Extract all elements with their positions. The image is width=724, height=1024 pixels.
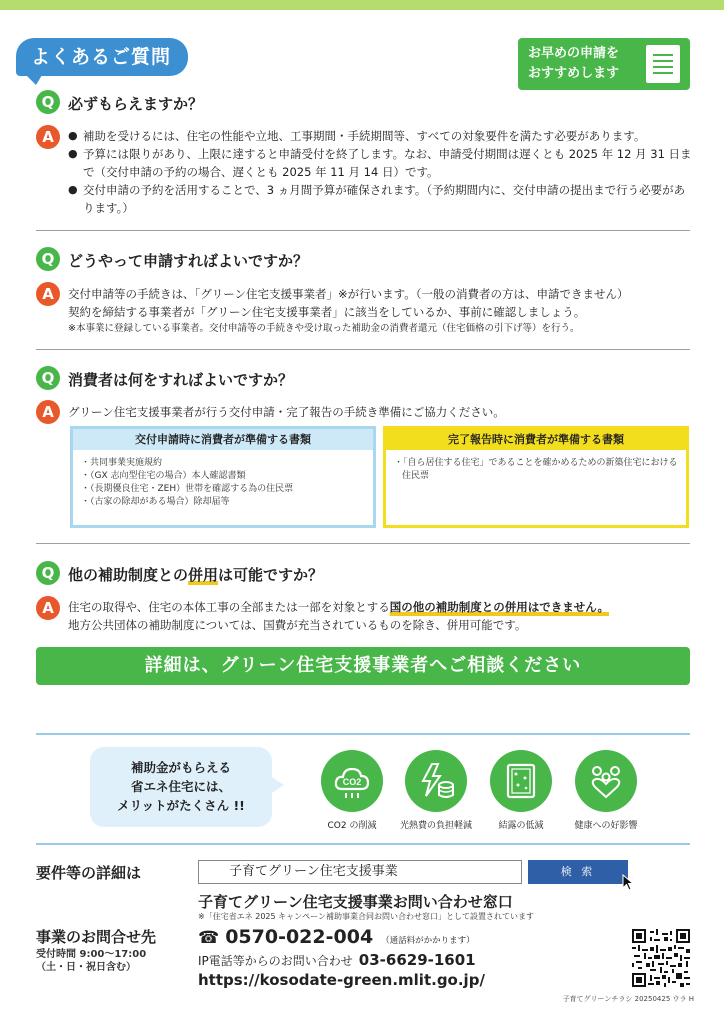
merit-speech-bubble xyxy=(90,747,272,827)
faq-title: よくあるご質問 xyxy=(16,38,188,76)
answer-4-highlight: 国の他の補助制度との併用はできません。 xyxy=(389,600,609,614)
requirements-label: 要件等の詳細は xyxy=(36,864,142,882)
merit-label: 健康への好影響 xyxy=(574,821,638,831)
phone-icon: ☎ xyxy=(198,928,220,948)
bubble-line-1: 補助金がもらえる xyxy=(130,760,231,775)
document-icon xyxy=(646,45,680,83)
website-link[interactable]: https://kosodate-green.mlit.go.jp/ xyxy=(198,971,485,989)
early-application-box xyxy=(518,38,690,90)
answer-2-line-2: 契約を締結する事業者が「グリーン住宅支援事業者」に該当をしているか、事前に確認しましょう。 xyxy=(68,305,586,319)
question-4-pre: 他の補助制度との xyxy=(68,566,189,584)
answer-1-bullet-2: ● 予算には限りがあり、上限に達すると申請受付を終了します。なお、申請受付期間は遅くとも 2025 年 12 月 31 日まで（交付申請の予約の場合、遅くとも 2025 年 11 月 14 日）です。 xyxy=(68,145,692,181)
phone-note: （通話料がかかります） xyxy=(381,936,475,946)
family-heart-icon xyxy=(575,750,637,812)
apply-documents-list xyxy=(73,450,373,509)
answer-1-bullet-3: ● 交付申請の予約を活用することで、3 ヵ月間予算が確保されます。（予約期間内に、交付申請の提出まで行う必要があります。） xyxy=(68,181,692,217)
qr-code[interactable] xyxy=(632,929,690,987)
apply-documents-box xyxy=(70,426,376,528)
hours-line-2: （土・日・祝日含む） xyxy=(36,962,136,973)
top-accent-bar xyxy=(0,0,724,10)
ip-phone-number[interactable]: 03-6629-1601 xyxy=(358,951,476,969)
early-line-2: おすすめします xyxy=(528,66,620,81)
apply-documents-title: 交付申請時に消費者が準備する書類 xyxy=(73,429,373,450)
contact-center-note: ※「住宅省エネ 2025 キャンペーン補助事業合同お問い合わせ窓口」として設置されています xyxy=(198,912,534,921)
list-item: ・「自ら居住する住宅」であることを確かめるための新築住宅における住民票 xyxy=(394,458,678,481)
merit-label: 結露の低減 xyxy=(498,821,544,831)
q-badge: Q xyxy=(36,90,60,114)
q-badge: Q xyxy=(36,366,60,390)
question-4-highlight: 併用 xyxy=(188,566,219,584)
list-item: ・（古家の除却がある場合）除却届等 xyxy=(81,497,230,507)
merit-energy xyxy=(399,750,472,831)
answer-2-line-1: 交付申請等の手続きは、「グリーン住宅支援事業者」※が行います。（一般の消費者の方は、申請できません） xyxy=(68,287,629,301)
q-badge: Q xyxy=(36,247,60,271)
search-input[interactable]: 子育てグリーン住宅支援事業 xyxy=(198,860,522,884)
reception-hours xyxy=(36,948,146,974)
question-4 xyxy=(68,564,323,585)
list-item: ・（GX 志向型住宅の場合）本人確認書類 xyxy=(81,471,246,481)
complete-documents-list xyxy=(386,450,686,483)
phone-number[interactable]: 0570-022-004 xyxy=(225,926,374,948)
bubble-line-2: 省エネ住宅には、 xyxy=(130,779,231,794)
answer-2 xyxy=(68,285,692,337)
answer-1-bullet-1: ● 補助を受けるには、住宅の性能や立地、工事期間・手続期間等、すべての対象要件を満たす必要があります。 xyxy=(68,127,692,145)
merit-health xyxy=(574,750,638,831)
list-item: ・共同事業実施規約 xyxy=(81,458,163,468)
a-badge: A xyxy=(36,282,60,306)
question-3: 消費者は何をすればよいですか？ xyxy=(68,371,294,389)
contact-center-title: 子育てグリーン住宅支援事業お問い合わせ窓口 xyxy=(198,893,513,911)
answer-4 xyxy=(68,598,692,634)
question-4-post: は可能ですか？ xyxy=(218,566,324,584)
divider xyxy=(36,349,690,350)
a-badge: A xyxy=(36,125,60,149)
answer-4-line-1 xyxy=(68,598,692,616)
answer-4-line-2: 地方公共団体の補助制度については、国費が充当されているものを除き、併用可能です。 xyxy=(68,618,527,632)
a-badge: A xyxy=(36,400,60,424)
ip-phone-line xyxy=(198,951,476,969)
phone-line xyxy=(198,926,475,948)
answer-4-pre: 住宅の取得や、住宅の本体工事の全部または一部を対象とする xyxy=(68,600,390,614)
q-badge: Q xyxy=(36,561,60,585)
footer-code: 子育てグリーンチラシ 20250425 ウラ H xyxy=(562,995,694,1003)
complete-documents-box xyxy=(383,426,689,528)
complete-documents-title: 完了報告時に消費者が準備する書類 xyxy=(386,429,686,450)
question-2: どうやって申請すればよいですか？ xyxy=(68,252,309,270)
divider xyxy=(36,543,690,544)
ip-phone-label: IP電話等からのお問い合わせ xyxy=(198,954,353,968)
early-line-1: お早めの申請を xyxy=(528,46,620,61)
merit-label: 光熱費の負担軽減 xyxy=(399,821,472,831)
merit-co2 xyxy=(320,750,384,831)
section-divider xyxy=(36,733,690,735)
energy-coins-icon xyxy=(405,750,467,812)
a-badge: A xyxy=(36,596,60,620)
section-divider xyxy=(36,843,690,845)
mouse-cursor-icon xyxy=(622,874,636,892)
inquiry-label: 事業のお問合せ先 xyxy=(36,928,157,946)
hours-line-1: 受付時間 9:00～17:00 xyxy=(36,949,147,960)
bubble-line-3: メリットがたくさん !! xyxy=(117,798,245,813)
merit-label: CO2 の削減 xyxy=(327,821,377,831)
answer-2-note: ※本事業に登録している事業者。交付申請等の手続きや受け取った補助金の消費者還元（住宅価格の引下げ等）を行う。 xyxy=(68,323,580,334)
search-button[interactable]: 検 索 xyxy=(528,860,628,884)
list-item: ・（長期優良住宅・ZEH）世帯を確認する為の住民票 xyxy=(81,484,294,494)
co2-cloud-icon xyxy=(321,750,383,812)
merit-condensation xyxy=(489,750,553,831)
question-1: 必ずもらえますか？ xyxy=(68,95,204,113)
divider xyxy=(36,230,690,231)
answer-3: グリーン住宅支援事業者が行う交付申請・完了報告の手続き準備にご協力ください。 xyxy=(68,405,505,419)
svg-text:CO2: CO2 xyxy=(342,777,362,787)
window-condensation-icon xyxy=(490,750,552,812)
consult-banner: 詳細は、グリーン住宅支援事業者へご相談ください xyxy=(36,647,690,685)
answer-1 xyxy=(68,127,692,217)
